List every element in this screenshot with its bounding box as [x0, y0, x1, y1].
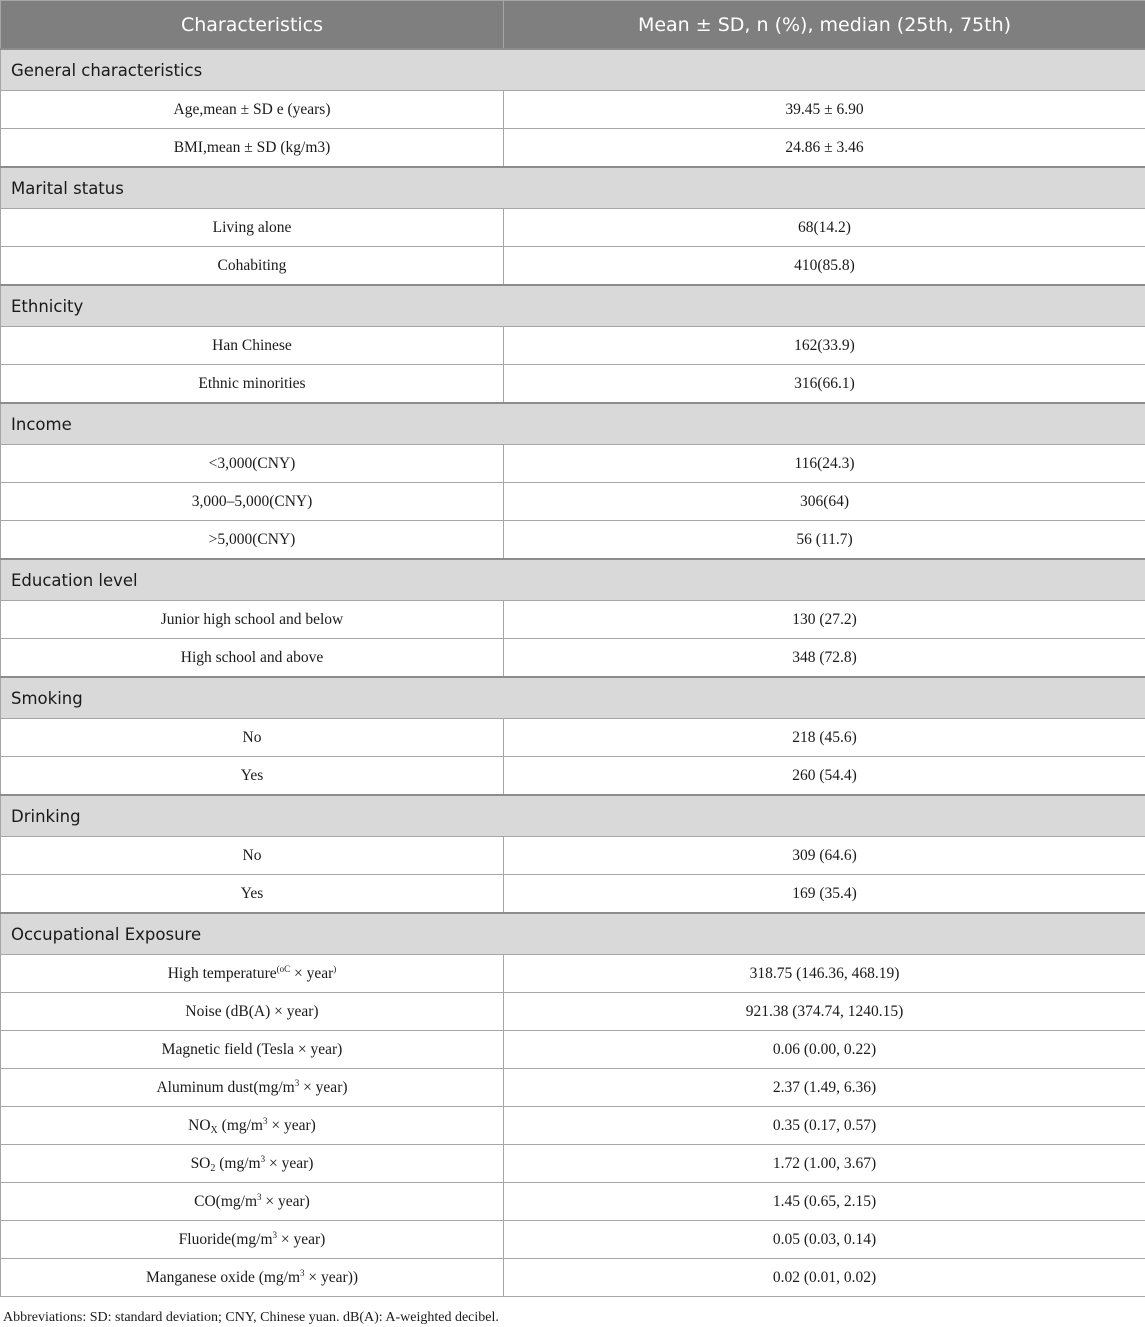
section-education-level: [1, 559, 1145, 601]
row-value: 921.38 (374.74, 1240.15): [504, 993, 1145, 1031]
table-row: [1, 639, 1145, 678]
row-value: 318.75 (146.36, 468.19): [504, 955, 1145, 993]
row-label: Manganese oxide ($mg/m^3$ × year)): [1, 1259, 504, 1297]
section-title: Education level: [1, 559, 1145, 601]
row-value: 1.72 (1.00, 3.67): [504, 1145, 1145, 1183]
table-row: [1, 1107, 1145, 1145]
section-occupational-exposure: [1, 913, 1145, 955]
section-income: [1, 403, 1145, 445]
table-row: [1, 1145, 1145, 1183]
footnote: Abbreviations: SD: standard deviation; CNY, Chinese yuan. dB(A): A-weighted decibel.: [3, 1310, 499, 1325]
header-characteristics: Characteristics: [1, 1, 504, 50]
section-drinking: [1, 795, 1145, 837]
row-value: 56 (11.7): [504, 521, 1145, 560]
table-row: [1, 1259, 1145, 1297]
row-label: <3,000(CNY): [1, 445, 504, 483]
row-value: 0.02 (0.01, 0.02): [504, 1259, 1145, 1297]
table-row: [1, 521, 1145, 560]
table-row: [1, 1069, 1145, 1107]
row-value: 116(24.3): [504, 445, 1145, 483]
table-row: [1, 601, 1145, 639]
row-value: 0.06 (0.00, 0.22): [504, 1031, 1145, 1069]
row-label: BMI,mean ± SD (kg/m3): [1, 129, 504, 168]
table-row: [1, 837, 1145, 875]
table-row: [1, 875, 1145, 914]
row-value: 1.45 (0.65, 2.15): [504, 1183, 1145, 1221]
section-title: Income: [1, 403, 1145, 445]
table-header-row: [1, 1, 1145, 50]
table-row: [1, 365, 1145, 404]
table-row: [1, 209, 1145, 247]
table-row: [1, 1031, 1145, 1069]
section-marital-status: [1, 167, 1145, 209]
table-row: [1, 1221, 1145, 1259]
table-row: [1, 91, 1145, 129]
row-value: 316(66.1): [504, 365, 1145, 404]
row-value: 306(64): [504, 483, 1145, 521]
header-statistics: Mean ± SD, n (%), median (25th, 75th): [504, 1, 1145, 50]
row-label: $Fluoride(mg/m^3$ × year): [1, 1221, 504, 1259]
row-label: No: [1, 837, 504, 875]
row-value: 218 (45.6): [504, 719, 1145, 757]
table-row: [1, 993, 1145, 1031]
table-row: [1, 247, 1145, 286]
table-row: [1, 129, 1145, 168]
row-label: Age,mean ± SD e (years): [1, 91, 504, 129]
row-value: 39.45 ± 6.90: [504, 91, 1145, 129]
row-label: Living alone: [1, 209, 504, 247]
row-value: 169 (35.4): [504, 875, 1145, 914]
row-label: High school and above: [1, 639, 504, 678]
table-row: [1, 719, 1145, 757]
row-value: 162(33.9): [504, 327, 1145, 365]
row-label: >5,000(CNY): [1, 521, 504, 560]
table-row: [1, 327, 1145, 365]
row-label: Han Chinese: [1, 327, 504, 365]
row-label: Yes: [1, 757, 504, 796]
row-value: 348 (72.8): [504, 639, 1145, 678]
section-ethnicity: [1, 285, 1145, 327]
section-title: Occupational Exposure: [1, 913, 1145, 955]
row-value: 0.05 (0.03, 0.14): [504, 1221, 1145, 1259]
row-label: Aluminum $dust(mg/m^3$ × year): [1, 1069, 504, 1107]
row-label: $NO_X$ ($mg/m^3$ × year): [1, 1107, 504, 1145]
row-value: 309 (64.6): [504, 837, 1145, 875]
row-label: Ethnic minorities: [1, 365, 504, 404]
row-label: Noise (dB(A) × year): [1, 993, 504, 1031]
section-smoking: [1, 677, 1145, 719]
row-label: No: [1, 719, 504, 757]
table-row: [1, 955, 1145, 993]
section-title: Drinking: [1, 795, 1145, 837]
row-label: Magnetic field (Tesla × year): [1, 1031, 504, 1069]
row-label: Junior high school and below: [1, 601, 504, 639]
row-label: High temperature$^{(oC}$ × year): [1, 955, 504, 993]
section-title: Ethnicity: [1, 285, 1145, 327]
row-label: $SO_2$ ($mg/m^3$ × year): [1, 1145, 504, 1183]
row-value: 2.37 (1.49, 6.36): [504, 1069, 1145, 1107]
section-title: General characteristics: [1, 49, 1145, 91]
row-value: 24.86 ± 3.46: [504, 129, 1145, 168]
row-value: 260 (54.4): [504, 757, 1145, 796]
table-row: [1, 483, 1145, 521]
section-title: Marital status: [1, 167, 1145, 209]
row-value: 130 (27.2): [504, 601, 1145, 639]
table-row: [1, 757, 1145, 796]
row-value: 410(85.8): [504, 247, 1145, 286]
row-label: $CO(mg/m^3$ × year): [1, 1183, 504, 1221]
section-title: Smoking: [1, 677, 1145, 719]
row-value: 68(14.2): [504, 209, 1145, 247]
row-label: 3,000–5,000(CNY): [1, 483, 504, 521]
table-row: [1, 445, 1145, 483]
table-row: [1, 1183, 1145, 1221]
row-label: Cohabiting: [1, 247, 504, 286]
section-general-characteristics: [1, 49, 1145, 91]
row-label: Yes: [1, 875, 504, 914]
row-value: 0.35 (0.17, 0.57): [504, 1107, 1145, 1145]
